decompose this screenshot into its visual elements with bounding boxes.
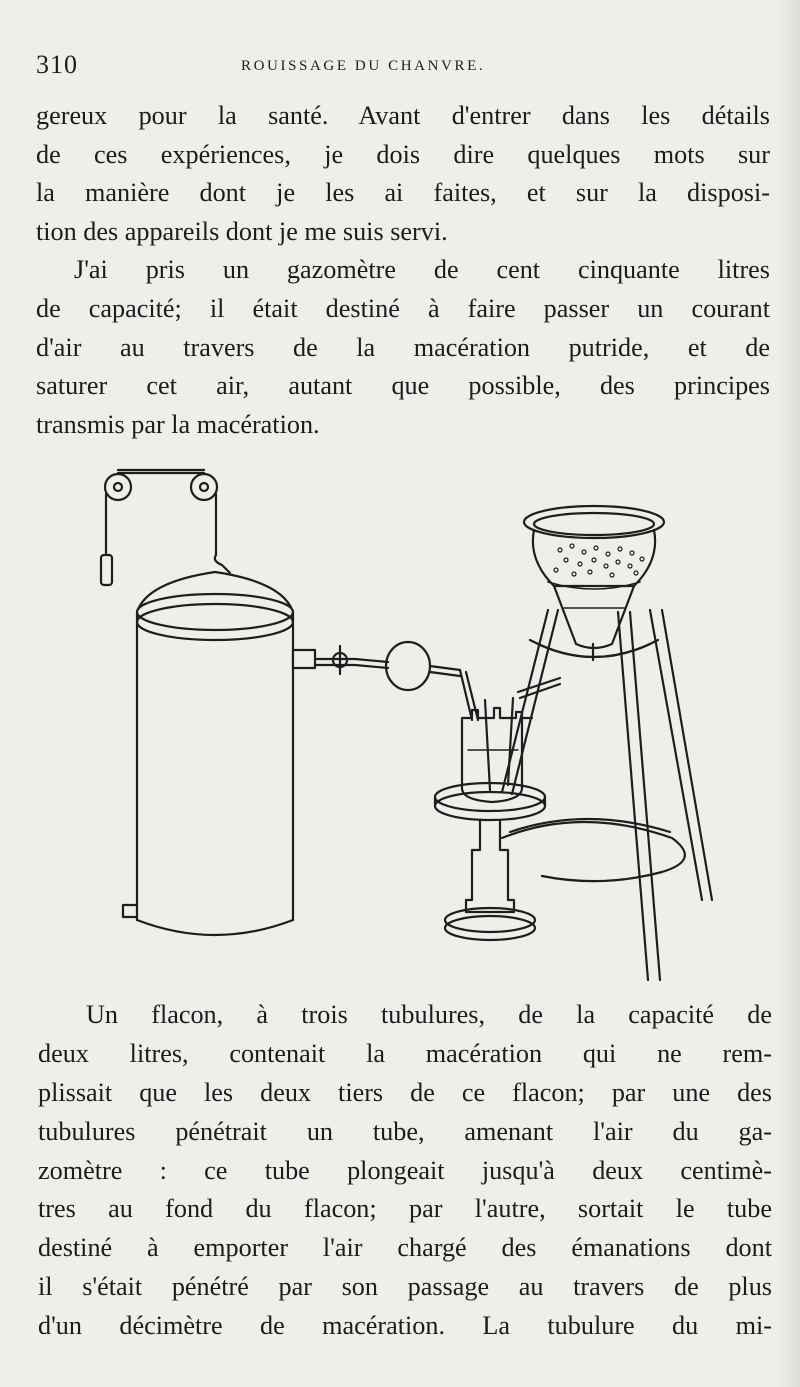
basin-icon: [524, 506, 664, 660]
text-line: la manière dont je les ai faites, et sur la disposi-: [36, 178, 770, 208]
text-line: il s'était pénétré par son passage au travers de plus: [38, 1272, 772, 1302]
text-block-top: [36, 97, 770, 444]
text-line: plissait que les deux tiers de ce flacon; par une des: [38, 1077, 772, 1107]
text-line: J'ai pris un gazomètre de cent cinquante litres: [74, 255, 770, 285]
apparatus-drawing: [90, 460, 730, 990]
flask-icon: [435, 698, 545, 940]
text-line: tion des appareils dont je me suis servi.: [36, 216, 448, 246]
text-line: gereux pour la santé. Avant d'entrer dans les détails: [36, 101, 770, 130]
text-line: zomètre : ce tube plongeait jusqu'à deux centimè-: [38, 1155, 772, 1185]
page-number: 310: [36, 50, 78, 79]
page-edge-shadow: [778, 0, 800, 1387]
running-head: ROUISSAGE DU CHANVRE.: [241, 58, 486, 74]
text-line: tubulures pénétrait un tube, amenant l'air du ga-: [38, 1116, 772, 1146]
text-line: d'air au travers de la macération putride, et de: [36, 332, 770, 362]
text-block-bottom: [38, 996, 772, 1346]
text-line: Un flacon, à trois tubulures, de la capacité de: [86, 1000, 772, 1029]
text-line: saturer cet air, autant que possible, des principes: [36, 371, 770, 401]
pulley-icon: [101, 470, 217, 585]
text-line: de ces expériences, je dois dire quelques mots sur: [36, 139, 770, 169]
text-line: d'un décimètre de macération. La tubulure du mi-: [38, 1311, 772, 1341]
text-line: transmis par la macération.: [36, 409, 320, 439]
basin-contents: [554, 544, 644, 577]
text-line: destiné à emporter l'air chargé des émanations dont: [38, 1233, 772, 1263]
text-line: deux litres, contenait la macération qui ne rem-: [38, 1038, 772, 1068]
apparatus-illustration: [90, 460, 730, 990]
page-header: [36, 50, 736, 80]
text-line: tres au fond du flacon; par l'autre, sortait le tube: [38, 1194, 772, 1224]
gasometer-icon: [123, 555, 478, 935]
text-line: de capacité; il était destiné à faire passer un courant: [36, 293, 770, 323]
